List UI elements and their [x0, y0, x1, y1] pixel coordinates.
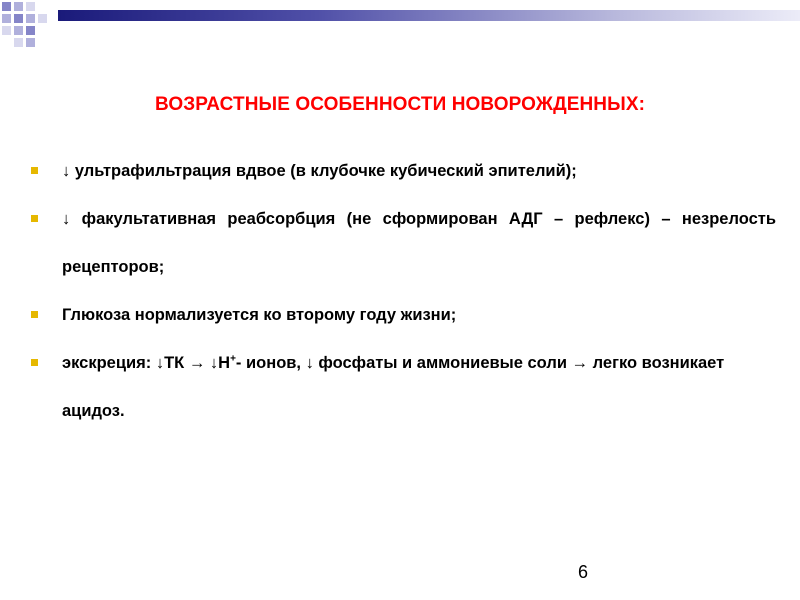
bullet-list: [28, 147, 776, 435]
bullet-text: Глюкоза нормализуется ко второму году жизни;: [62, 306, 457, 324]
slide-title: ВОЗРАСТНЫЕ ОСОБЕННОСТИ НОВОРОЖДЕННЫХ:: [154, 94, 646, 115]
page-number: 6: [578, 562, 589, 582]
bullet-item-glucose: [28, 291, 776, 339]
square-bullet-icon: [31, 215, 38, 222]
bullet-text-part: экскреция: ↓ТК → ↓Н: [62, 354, 231, 372]
bullet-item-excretion: [28, 339, 776, 435]
square-bullet-icon: [31, 167, 38, 174]
bullet-text: [62, 339, 776, 435]
bullet-text-part: - ионов, ↓ фосфаты и аммониевые соли → легко возникает ацидоз.: [62, 354, 725, 420]
header-gradient-bar: [58, 10, 800, 21]
bullet-text: ↓ ультрафильтрация вдвое (в клубочке кубический эпителий);: [62, 162, 577, 180]
bullet-item-reabsorption: [28, 195, 776, 291]
superscript-plus: +: [230, 353, 236, 365]
bullet-text: ↓ факультативная реабсорбция (не сформирован АДГ – рефлекс) – незрелость рецепторов;: [62, 210, 776, 276]
square-bullet-icon: [31, 359, 38, 366]
square-bullet-icon: [31, 311, 38, 318]
bullet-item-ultrafiltration: [28, 147, 776, 195]
